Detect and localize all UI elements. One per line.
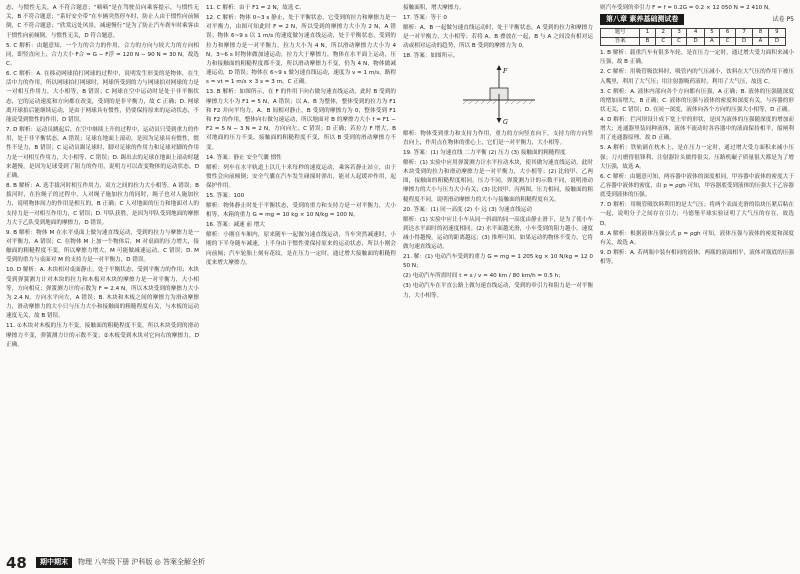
answer-paragraph: 解析：(1) 实验中应用弹簧测力计水平拉动木块，使其做匀速直线运动，此时木块受到的拉力和滑动摩擦力是一对平衡力，大小相等；(2) 比较甲、乙两图，接触面的粗糙程度相同，压力不同，弹簧测力计的示数不同，说明滑动摩擦力的大小与压力大小有关；(3) 比较甲、丙两图，压力相同，接触面的粗糙程度不同，说明滑动摩擦力的大小与接触面的粗糙程度有关。 bbox=[403, 159, 593, 203]
answer-paragraph: 解析：物体受到重力和支持力作用，重力的方向竖直向下，支持力的方向竖直向上，作用点在物体的重心上，它们是一对平衡力，大小相等。 bbox=[403, 130, 593, 146]
answer-table-cell: 4 bbox=[687, 29, 704, 38]
answer-table-cell: 5 bbox=[704, 29, 720, 38]
page-number: 48 bbox=[6, 554, 27, 572]
answer-paragraph: 8. B 解析：A. 选手拔河时相互作用力，双方之间的拉力大小相等，A 错误；B 拔河时，在拉绳子的过程中，人对绳子施加拉力的同时，绳子也对人施加拉力，说明物体间力的作用是相互的，B 正确；C 人对地面的压力和地面对人的支持力是一对相互作用力，C 错误；D. 甲队获胜，是因为甲队受到地面的摩擦力大于乙队受到地面的摩擦力，D 错误。 bbox=[6, 183, 199, 226]
chapter-header bbox=[600, 14, 794, 25]
answer-table-row bbox=[601, 37, 786, 46]
answer-paragraph: 6. C 解析：A. 在移动网球拍打网球的过程中，说明发生形变的是物体，在生活中力的作用，所以网球拍打网球时，网球所受到的力与网球拍对网球的力是一对相互作用力，大小相等，B 错误；C 网球在空中运动时是处于非平衡状态，它的运动速度和方向都在改变，受到的是非平衡力，故 C 正确；D. 网球离开球拍后能继续运动，是由于网球具有惯性，仍要保持原来的运动状态，不能说受到惯性的作用，D 错误。 bbox=[6, 71, 199, 124]
answer-paragraph: 态，与惯性无关，A 不符合题意；“嘀嘀”是在驾驶员向乘客提示，与惯性无关，B 不符合题意；“系好安全带”在车辆突然停车时，防止人由于惯性向前倾倒，C 不符合题意；“欣赏远处风景，减速慢行”是为了防止汽车刹车时乘客由于惯性向前倾倒，与惯性无关，D 符合题意。 bbox=[6, 5, 199, 39]
column-3 bbox=[403, 4, 593, 552]
answer-paragraph: 解析：物体静止时处于平衡状态，受到的重力和支持力是一对平衡力，大小相等，木箱的重力 G = mg = 10 kg × 10 N/kg = 100 N。 bbox=[206, 203, 396, 219]
answer-paragraph: 1. B 解析：载重汽车有很多车轮，是在压力一定时，通过增大受力面积来减小压强，故 B 正确。 bbox=[600, 50, 794, 66]
answer-paragraph: 19. 答案：(1) 匀速直线 二力平衡 (2) 压力 (3) 接触面的粗糙程度 bbox=[403, 149, 566, 156]
answer-table-cell: C bbox=[655, 37, 671, 46]
answer-paragraph: 18. 答案：如图所示。 bbox=[403, 53, 459, 60]
answer-paragraph: 20. 答案：(1) 同一高度 (2) 小 远 (3) 匀速直线运动 bbox=[403, 206, 533, 213]
answer-table bbox=[600, 28, 786, 46]
chapter-title: 第八章 素养基础测试卷 bbox=[600, 14, 684, 25]
column-2 bbox=[206, 4, 396, 552]
answer-paragraph: 17. 答案：等于 0 bbox=[403, 15, 447, 21]
answer-table-cell: D bbox=[736, 37, 753, 46]
answer-paragraph: 16. 答案：减速 前 增大 bbox=[206, 222, 265, 229]
answer-table-cell: A bbox=[704, 37, 720, 46]
chapter-page-ref: 试卷 P5 bbox=[772, 16, 794, 24]
answer-table-cell: C bbox=[720, 37, 736, 46]
answer-table-head bbox=[601, 29, 786, 38]
answer-table-cell: 1 bbox=[640, 29, 656, 38]
answer-paragraph: 8. A 解析：根据液体压强公式 p = ρgh 可知，液体压强与液体的密度和深度有关，故选 A。 bbox=[600, 230, 794, 246]
answer-table-cell: 2 bbox=[655, 29, 671, 38]
answer-paragraph: 7. D 解析：用吸管吸饮料利用的是大气压；将两个表面光滑的铅块压紧后粘在一起，说明分子之间存在引力；马德堡半球实验证明了大气压的存在，故选 D。 bbox=[600, 202, 794, 227]
answer-paragraph: (3) 电动汽车在平直公路上做匀速直线运动，受到的牵引力和阻力是一对平衡力，大小相等。 bbox=[403, 283, 593, 299]
footer-text: 物理 八年级下册 沪科版 ◎ 答案全解全析 bbox=[78, 558, 206, 566]
answer-table-cell: 3 bbox=[671, 29, 687, 38]
answer-table-cell: 题号 bbox=[601, 29, 640, 38]
column-4 bbox=[600, 4, 794, 552]
answer-paragraph: 7. D 解析：运动员跳起后，在空中继续上升的过程中，运动员只受到重力的作用，处于非平衡状态，A 错误；足球在地面上滚动，是因为足球具有惯性，惯性不是力，B 错误；C 运动员踢足球时，脚对足球的作用力和足球对脚的作用力是一对相互作用力，大小相等，C 错误；D. 踢出去的足球在地面上滚动时越来越慢，是因为足球受到了阻力的作用，说明力可以改变物体的运动状态，D 正确。 bbox=[6, 127, 199, 180]
answer-paragraph: 3. C 解析：A. 液体内部向各个方向都有压强，A 正确；B. 液体的压强随深度的增加而增大，B 正确；C. 液体的压强与液体的密度和深度有关，与容器的形状无关，C 错误；D. 在同一深度，液体向各个方向的压强大小相等，D 正确。 bbox=[600, 88, 794, 114]
answer-paragraph: 5. C 解析：由题意知，一个力的合力的作用，合力的方向与较大力的方向相同，即竖直向上，合力大小 F合 = G − F浮 = 120 N − 90 N = 30 N，故选 C。 bbox=[6, 42, 199, 68]
answer-paragraph: 则汽车受到的牵引力 F = f = 0.2G = 0.2 × 12 050 N = 2 410 N。 bbox=[600, 5, 774, 11]
answer-paragraph: 21. 解：(1) 电动汽车受到的重力 G = mg = 1 205 kg × 10 N/kg = 12 050 N； bbox=[403, 254, 593, 270]
answer-paragraph: 2. C 解析：用吸管吸饮料时，吸管内的气压减小，饮料在大气压的作用下被压入嘴里，利用了大气压；用注射器吸药液时，利用了大气压，故选 C。 bbox=[600, 69, 794, 85]
answer-paragraph: 9. D 解析：A. 若两瓶中装有相同的液体，两瓶的液面相平，液体对瓶底的压强相等。 bbox=[600, 249, 794, 266]
answer-paragraph: 解析：列车在水平轨道上以几十米每秒的速度运动，乘客若静止站立，由于惯性会向前倾倒；安全气囊在汽车发生碰撞时弹出，能对人起缓冲作用，起保护作用。 bbox=[206, 164, 396, 190]
answer-paragraph: 4. D 解析：拦河坝设计成下宽上窄的形状，是因为液体的压强随深度的增加而增大；连通器里装同种液体，液体不流动时各容器中的液面保持相平，船闸利用了连通器原理，故 D 正确。 bbox=[600, 117, 794, 142]
answer-table-cell: 9 bbox=[768, 29, 785, 38]
answer-paragraph: 14. 答案：静止 安全气囊 惯性 bbox=[206, 154, 282, 161]
footer-bar bbox=[0, 552, 800, 574]
answer-paragraph: 解析：A、B 一起做匀速直线运动时，处于平衡状态，A 受到的拉力和摩擦力是一对平衡力，大小相等；若将 A、B 叠放在一起，B 与 A 之间没有相对运动或相对运动的趋势，所以 B 受到的摩擦力为 0。 bbox=[403, 25, 593, 50]
answer-paragraph: 11. ①木块对木板的压力不变，接触面的粗糙程度不变，所以木块受到的滑动摩擦力不变，弹簧测力计的示数不变；②木板受到木块对它向右的摩擦力，D 正确。 bbox=[6, 323, 199, 348]
answer-table-cell: A bbox=[753, 37, 769, 46]
answer-paragraph: (2) 电动汽车所需时间 t = s / v = 40 km / 80 km/h = 0.5 h； bbox=[403, 273, 564, 280]
answer-table-cell: 8 bbox=[753, 29, 769, 38]
answer-paragraph: 6. C 解析：由题意可知，两容器中液体的深度相同，甲容器中液体的密度大于乙容器中液体的密度，由 p = ρgh 可知，甲容器底受到液体的压强大于乙容器底受到液体的压强。 bbox=[600, 173, 794, 199]
force-diagram bbox=[455, 64, 543, 128]
answer-paragraph: 9. B 解析：物体 M 在水平桌面上做匀速直线运动，受到的拉力与摩擦力是一对平衡力，A 错误；C. 在物体 M 上加一个物体后，M 对桌面的压力增大，接触面的粗糙程度不变，所以摩擦力增大，M 可能做减速运动，C 错误；D. M 受到的重力与桌面对 M 的支持力是一对平衡力，D 错误。 bbox=[6, 229, 199, 264]
answer-paragraph: 接触面积，增大摩擦力。 bbox=[403, 5, 465, 11]
answer-paragraph: 11. C 解析：由于 F1 = 2 N，故选 C。 bbox=[206, 5, 305, 11]
answer-paragraph: 10. D 解析：A. 木块相对桌面静止，处于平衡状态，受到平衡力的作用；木块受到弹簧测力计对木块的拉力和木板对木块的摩擦力是一对平衡力，大小相等，方向相反；弹簧测力计的示数为 F = 2.4 N，所以木块受到的摩擦力大小为 2.4 N，方向水平向左，A 错误；B. 木块和木板之间的摩擦力为滑动摩擦力，滑动摩擦力的大小只与压力大小和接触面的粗糙程度有关，与木板的运动速度无关，故 B 错误。 bbox=[6, 267, 199, 320]
force-label-g: G bbox=[503, 118, 508, 126]
force-diagram-svg bbox=[455, 64, 543, 128]
answer-table-cell: 6 bbox=[720, 29, 736, 38]
column-1 bbox=[6, 4, 199, 552]
answer-paragraph: 解析：小刚在车厢内，原来随车一起做匀速直线运动，当车突然减速时，小刚的下半身随车减速，上半身由于惯性要保持原来的运动状态，所以小刚会向前倾；汽车轮胎上刻有花纹，是在压力一定时，通过增大接触面的粗糙程度来增大摩擦力。 bbox=[206, 232, 396, 266]
answer-table-cell: D bbox=[687, 37, 704, 46]
answer-paragraph: 5. A 解析：铁轨铺在枕木上，是在压力一定时，通过增大受力面积来减小压强；刀刃磨得很锋利、注射器针头做得很尖、压路机碾子质量很大都是为了增大压强，故选 A。 bbox=[600, 145, 794, 170]
answer-table-cell: 答案 bbox=[601, 37, 640, 46]
brand-badge: 期中期末 bbox=[36, 557, 72, 568]
answer-paragraph: 13. B 解析：如图所示，在 F 的作用下向右做匀速直线运动，此时 B 受到的摩擦力大小为 F1 = 5 N，A 错误；以 A、B 为整体，整体受到的拉力为 F1 和 F2 并向平均力，A、B 间相对静止，B 受到的摩擦力为 0，整体受到 F1 和 F2 的作用，整体向右做匀速运动，所以地面对 B 的摩擦力大小 f = F1 − F2 = 5 N − 3 N = 2 N，方向向左，C 错误；D 正确；若拉力 F 增大，B 对地面的压力不变，接触面的粗糙程度不变，所以 B 受到的滑动摩擦力不变。 bbox=[206, 89, 396, 151]
answer-table-cell: D bbox=[768, 37, 785, 46]
answer-table-cell: 7 bbox=[736, 29, 753, 38]
force-label-f: F bbox=[503, 67, 508, 75]
answer-paragraph: 12. C 解析：物体 0~3 s 静止，处于平衡状态，它受到的拉力和摩擦力是一对平衡力，由图可知此时 F = 2 N，所以受到的摩擦力大小为 2 N，A 错误；物体 6~9 s 以 1 m/s 的速度做匀速直线运动，处于平衡状态，受到的拉力和摩擦力是一对平衡力，拉力大小为 4 N，所以滑动摩擦力大小为 4 N，3~6 s 时物体做加速运动，拉力大于摩擦力，物体在水平面上运动，压力和接触面的粗糙程度都不变，所以滑动摩擦力不变，仍为 4 N，物体做减速运动，D 错误；物体在 6~9 s 做匀速直线运动，速度为 v = 1 m/s，路程 s = vt = 1 m/s × 3 s = 3 m，C 正确。 bbox=[206, 15, 396, 86]
answer-paragraph: 15. 答案：100 bbox=[206, 193, 245, 200]
answer-table-cell: B bbox=[640, 37, 656, 46]
answer-table-cell: C bbox=[671, 37, 687, 46]
answer-paragraph: 解析：(1) 实验中应让小车从同一斜面的同一高度由静止滑下，是为了使小车到达水平面时的初速度相同；(2) 水平面越光滑，小车受到的阻力越小，速度减小得越慢，运动的距离越远；(3) 推理可知，如果运动的物体不受力，它将做匀速直线运动。 bbox=[403, 216, 593, 251]
